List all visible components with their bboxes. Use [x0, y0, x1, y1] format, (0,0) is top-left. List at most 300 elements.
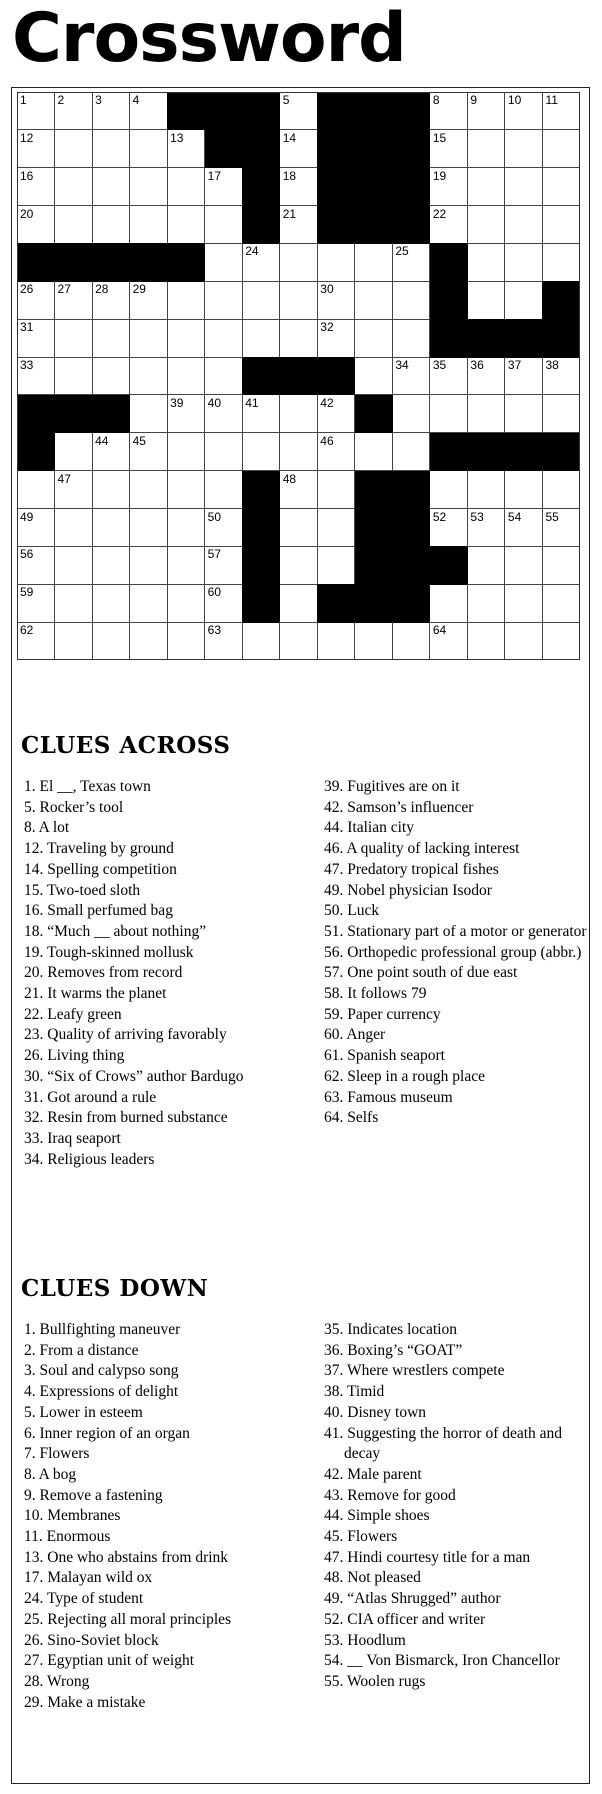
grid-cell[interactable] [17, 319, 55, 357]
clue-item: 47. Hindi courtesy title for a man [324, 1548, 531, 1566]
grid-cell[interactable] [505, 168, 543, 206]
grid-cell[interactable] [280, 509, 318, 547]
grid-cell[interactable] [430, 622, 468, 660]
black-square [355, 395, 393, 433]
black-square [242, 206, 280, 244]
clue-number: 63 [207, 623, 222, 638]
clue-item: 4. Expressions of delight [24, 1383, 179, 1401]
grid-cell[interactable] [542, 622, 580, 660]
grid-cell[interactable] [205, 584, 243, 622]
clue-item: 52. CIA officer and writer [324, 1610, 486, 1628]
grid-cell[interactable] [355, 622, 393, 660]
grid-cell[interactable] [430, 509, 468, 547]
grid-cell[interactable] [430, 584, 468, 622]
clue-item: 19. Tough-skinned mollusk [24, 943, 194, 961]
grid-cell[interactable] [167, 206, 205, 244]
clue-number: 30 [320, 282, 334, 297]
clue-item: 17. Malayan wild ox [24, 1569, 153, 1587]
grid-cell[interactable] [430, 92, 468, 130]
grid-cell[interactable] [505, 357, 543, 395]
grid-cell[interactable] [505, 395, 543, 433]
clue-number: 10 [507, 93, 522, 107]
grid-cell[interactable] [92, 509, 130, 547]
clue-number: 20 [20, 206, 34, 221]
black-square [467, 319, 505, 357]
grid-cell[interactable] [467, 168, 505, 206]
grid-cell[interactable] [467, 206, 505, 244]
clue-item: 40. Disney town [324, 1403, 427, 1421]
clue-number: 53 [470, 509, 484, 524]
clue-item: 44. Italian city [324, 819, 414, 837]
grid-cell[interactable] [467, 92, 505, 130]
grid-cell[interactable] [280, 433, 318, 471]
clue-number: 55 [545, 509, 559, 524]
grid-cell[interactable] [92, 92, 130, 130]
clue-item: 24. Type of student [24, 1590, 144, 1608]
grid-cell[interactable] [55, 471, 93, 509]
grid-cell[interactable] [92, 622, 130, 660]
grid-cell[interactable] [205, 509, 243, 547]
grid-cell[interactable] [505, 546, 543, 584]
grid-cell[interactable] [280, 168, 318, 206]
grid-cell[interactable] [92, 471, 130, 509]
grid-cell[interactable] [92, 546, 130, 584]
grid-cell[interactable] [542, 471, 580, 509]
clue-item: 62. Sleep in a rough place [324, 1067, 485, 1085]
grid-cell[interactable] [167, 168, 205, 206]
clue-number: 38 [545, 358, 559, 373]
clue-number: 45 [132, 433, 146, 448]
clue-item: 54. __ Von Bismarck, Iron Chancellor [324, 1652, 560, 1670]
grid-cell[interactable] [392, 433, 430, 471]
grid-cell[interactable] [430, 395, 468, 433]
grid-cell[interactable] [242, 319, 280, 357]
grid-cell[interactable] [430, 206, 468, 244]
grid-cell[interactable] [542, 243, 580, 281]
grid-cell[interactable] [55, 281, 93, 319]
clue-item: 29. Make a mistake [24, 1693, 146, 1711]
grid-cell[interactable] [17, 622, 55, 660]
grid-cell[interactable] [55, 319, 93, 357]
clue-number: 15 [432, 130, 447, 145]
clue-number: 49 [20, 509, 34, 524]
clue-number: 11 [545, 93, 558, 107]
black-square [430, 243, 468, 281]
grid-cell[interactable] [205, 168, 243, 206]
grid-cell[interactable] [55, 433, 93, 471]
grid-cell[interactable] [280, 130, 318, 168]
grid-cell[interactable] [55, 130, 93, 168]
grid-cell[interactable] [505, 622, 543, 660]
grid-cell[interactable] [280, 395, 318, 433]
black-square [355, 130, 393, 168]
grid-cell[interactable] [317, 319, 355, 357]
clue-number: 56 [20, 547, 34, 562]
grid-cell[interactable] [55, 546, 93, 584]
grid-cell[interactable] [130, 92, 168, 130]
clue-item: 61. Spanish seaport [324, 1047, 445, 1065]
clue-item: 35. Indicates location [324, 1321, 457, 1338]
clue-number: 50 [207, 509, 222, 524]
clue-item: 20. Removes from record [24, 964, 183, 982]
grid-cell[interactable] [505, 243, 543, 281]
grid-cell[interactable] [355, 357, 393, 395]
black-square [17, 433, 55, 471]
clue-number: 2 [57, 93, 65, 107]
grid-cell[interactable] [55, 584, 93, 622]
grid-cell[interactable] [430, 168, 468, 206]
grid-cell[interactable] [280, 92, 318, 130]
grid-cell[interactable] [467, 130, 505, 168]
grid-cell[interactable] [317, 471, 355, 509]
grid-cell[interactable] [130, 433, 168, 471]
black-square [430, 433, 468, 471]
grid-cell[interactable] [130, 584, 168, 622]
grid-cell[interactable] [392, 622, 430, 660]
grid-cell[interactable] [392, 395, 430, 433]
grid-cell[interactable] [467, 509, 505, 547]
clue-number: 1 [20, 93, 27, 107]
grid-cell[interactable] [130, 281, 168, 319]
clue-item: 42. Samson’s influencer [324, 798, 474, 816]
grid-cell[interactable] [167, 584, 205, 622]
black-square [542, 319, 580, 357]
clue-number: 54 [507, 509, 522, 524]
grid-cell[interactable] [205, 243, 243, 281]
grid-cell[interactable] [17, 509, 55, 547]
grid-cell[interactable] [505, 584, 543, 622]
clue-item: 56. Orthopedic professional group (abbr.) [324, 943, 582, 961]
grid-cell[interactable] [205, 622, 243, 660]
clue-number: 57 [207, 547, 222, 562]
grid-cell[interactable] [167, 622, 205, 660]
grid-cell[interactable] [167, 471, 205, 509]
clue-number: 26 [20, 282, 34, 297]
grid-cell[interactable] [92, 433, 130, 471]
clue-item: 59. Paper currency [324, 1005, 441, 1023]
grid-cell[interactable] [280, 546, 318, 584]
clue-item: 26. Sino-Soviet block [24, 1631, 159, 1649]
clue-item: 23. Quality of arriving favorably [24, 1026, 227, 1044]
grid-cell[interactable] [17, 92, 55, 130]
grid-cell[interactable] [17, 471, 55, 509]
grid-cell[interactable] [467, 395, 505, 433]
grid-cell[interactable] [92, 319, 130, 357]
grid-cell[interactable] [167, 281, 205, 319]
grid-cell[interactable] [167, 130, 205, 168]
grid-cell[interactable] [205, 395, 243, 433]
grid-cell[interactable] [280, 622, 318, 660]
black-square [317, 584, 355, 622]
clue-number: 32 [320, 320, 334, 335]
clue-number: 4 [132, 93, 140, 107]
grid-cell[interactable] [542, 546, 580, 584]
grid-cell[interactable] [467, 243, 505, 281]
black-square [92, 395, 130, 433]
grid-cell[interactable] [430, 471, 468, 509]
grid-cell[interactable] [205, 281, 243, 319]
grid-cell[interactable] [205, 471, 243, 509]
clue-item: 46. A quality of lacking interest [324, 840, 520, 858]
clue-number: 51 [357, 509, 372, 524]
black-square [242, 471, 280, 509]
clue-item: 25. Rejecting all moral principles [24, 1610, 232, 1628]
grid-cell[interactable] [355, 433, 393, 471]
clue-number: 33 [20, 358, 34, 373]
grid-cell[interactable] [55, 622, 93, 660]
grid-cell[interactable] [242, 433, 280, 471]
clue-number: 59 [20, 585, 34, 600]
grid-cell[interactable] [467, 281, 505, 319]
grid-cell[interactable] [92, 130, 130, 168]
grid-cell[interactable] [542, 130, 580, 168]
grid-cell[interactable] [317, 281, 355, 319]
grid-cell[interactable] [242, 622, 280, 660]
grid-cell[interactable] [205, 206, 243, 244]
black-square [167, 243, 205, 281]
grid-cell[interactable] [205, 546, 243, 584]
clue-number: 18 [282, 168, 297, 183]
grid-cell[interactable] [317, 395, 355, 433]
grid-cell[interactable] [17, 206, 55, 244]
grid-cell[interactable] [467, 546, 505, 584]
grid-cell[interactable] [280, 584, 318, 622]
grid-cell[interactable] [167, 319, 205, 357]
clue-item: 13. One who abstains from drink [24, 1548, 229, 1566]
clue-number: 47 [57, 471, 71, 486]
grid-cell[interactable] [242, 395, 280, 433]
clue-item: 32. Resin from burned substance [24, 1109, 228, 1127]
black-square [392, 546, 430, 584]
grid-cell[interactable] [130, 471, 168, 509]
grid-cell[interactable] [505, 281, 543, 319]
grid-cell[interactable] [55, 206, 93, 244]
clue-item: 33. Iraq seaport [24, 1129, 121, 1147]
clue-item: 31. Got around a rule [24, 1088, 157, 1106]
clue-item: 5. Rocker’s tool [24, 798, 124, 816]
grid-cell[interactable] [542, 395, 580, 433]
grid-cell[interactable] [542, 92, 580, 130]
grid-cell[interactable] [430, 357, 468, 395]
grid-cell[interactable] [542, 584, 580, 622]
clue-item: 55. Woolen rugs [324, 1672, 426, 1690]
grid-cell[interactable] [505, 471, 543, 509]
black-square [430, 319, 468, 357]
grid-cell[interactable] [55, 168, 93, 206]
grid-cell[interactable] [392, 319, 430, 357]
clue-item: 11. Enormous [24, 1528, 111, 1546]
grid-cell[interactable] [17, 357, 55, 395]
black-square [355, 546, 393, 584]
clue-item: 12. Traveling by ground [24, 840, 174, 858]
black-square [205, 92, 243, 130]
grid-cell[interactable] [505, 92, 543, 130]
grid-cell[interactable] [467, 622, 505, 660]
grid-cell[interactable] [355, 319, 393, 357]
grid-cell[interactable] [505, 206, 543, 244]
clue-number: 28 [95, 282, 109, 297]
clue-item: 51. Stationary part of a motor or generator [324, 922, 587, 940]
grid-cell[interactable] [130, 206, 168, 244]
clue-number: 46 [320, 433, 334, 448]
clue-item: 48. Not pleased [324, 1569, 421, 1587]
grid-cell[interactable] [505, 509, 543, 547]
clue-item: 6. Inner region of an organ [24, 1424, 190, 1442]
clue-number: 52 [432, 509, 447, 524]
grid-cell[interactable] [392, 243, 430, 281]
grid-cell[interactable] [92, 584, 130, 622]
grid-cell[interactable] [280, 319, 318, 357]
grid-cell[interactable] [392, 357, 430, 395]
black-square [392, 130, 430, 168]
black-square [355, 509, 393, 547]
black-square [205, 130, 243, 168]
grid-cell[interactable] [467, 357, 505, 395]
grid-cell[interactable] [392, 281, 430, 319]
grid-cell[interactable] [130, 130, 168, 168]
grid-cell[interactable] [130, 546, 168, 584]
clue-number: 7 [357, 93, 365, 107]
clue-item: 45. Flowers [324, 1528, 398, 1546]
grid-cell[interactable] [92, 357, 130, 395]
grid-cell[interactable] [55, 357, 93, 395]
black-square [355, 584, 393, 622]
grid-cell[interactable] [542, 509, 580, 547]
black-square [242, 92, 280, 130]
clue-item: 49. Nobel physician Isodor [324, 881, 492, 899]
black-square [317, 130, 355, 168]
grid-cell[interactable] [467, 471, 505, 509]
clue-number: 42 [320, 395, 334, 410]
grid-cell[interactable] [17, 584, 55, 622]
clue-number: 13 [170, 130, 184, 145]
grid-cell[interactable] [205, 319, 243, 357]
grid-cell[interactable] [355, 281, 393, 319]
black-square [392, 168, 430, 206]
grid-cell[interactable] [280, 206, 318, 244]
grid-cell[interactable] [92, 206, 130, 244]
clue-number: 21 [282, 206, 297, 221]
clue-number: 58 [357, 547, 372, 562]
clue-item: 5. Lower in esteem [24, 1403, 143, 1421]
black-square [355, 471, 393, 509]
black-square [355, 92, 393, 130]
black-square [242, 546, 280, 584]
grid-cell[interactable] [17, 546, 55, 584]
black-square [242, 509, 280, 547]
grid-cell[interactable] [280, 471, 318, 509]
grid-cell[interactable] [130, 319, 168, 357]
black-square [392, 92, 430, 130]
clue-number: 64 [432, 623, 447, 638]
clue-item: 36. Boxing’s “GOAT” [324, 1341, 463, 1359]
down-clues-column-2 [318, 1320, 598, 1693]
clue-item: 30. “Six of Crows” author Bardugo [24, 1067, 244, 1085]
clue-item: 26. Living thing [24, 1047, 125, 1065]
grid-cell[interactable] [317, 243, 355, 281]
black-square [467, 433, 505, 471]
grid-cell[interactable] [17, 130, 55, 168]
clue-number: 48 [282, 471, 297, 486]
clue-item: 43. Remove for good [324, 1486, 456, 1504]
clue-item: 8. A bog [24, 1465, 77, 1483]
grid-cell[interactable] [55, 509, 93, 547]
clue-item: 60. Anger [324, 1026, 386, 1044]
grid-cell[interactable] [242, 281, 280, 319]
grid-cell[interactable] [542, 357, 580, 395]
grid-cell[interactable] [167, 357, 205, 395]
clue-item: 63. Famous museum [324, 1088, 453, 1106]
grid-cell[interactable] [130, 509, 168, 547]
clue-item: 37. Where wrestlers compete [324, 1362, 505, 1380]
grid-cell[interactable] [167, 546, 205, 584]
grid-cell[interactable] [130, 622, 168, 660]
clue-number: 39 [170, 395, 184, 410]
grid-cell[interactable] [130, 395, 168, 433]
black-square [317, 168, 355, 206]
grid-cell[interactable] [205, 433, 243, 471]
clue-item: 27. Egyptian unit of weight [24, 1652, 195, 1670]
clue-item: 49. “Atlas Shrugged” author [324, 1590, 501, 1608]
grid-cell[interactable] [205, 357, 243, 395]
grid-cell[interactable] [17, 168, 55, 206]
grid-cell[interactable] [542, 206, 580, 244]
grid-cell[interactable] [317, 509, 355, 547]
clue-number: 44 [95, 433, 109, 448]
clue-number: 27 [57, 282, 71, 297]
black-square [242, 130, 280, 168]
grid-cell[interactable] [92, 281, 130, 319]
black-square [430, 546, 468, 584]
grid-cell[interactable] [542, 168, 580, 206]
grid-cell[interactable] [167, 395, 205, 433]
grid-cell[interactable] [317, 622, 355, 660]
grid-cell[interactable] [242, 243, 280, 281]
clue-number: 23 [170, 244, 184, 259]
black-square [392, 206, 430, 244]
grid-cell[interactable] [430, 130, 468, 168]
grid-cell[interactable] [355, 243, 393, 281]
grid-cell[interactable] [55, 92, 93, 130]
grid-cell[interactable] [130, 168, 168, 206]
grid-cell[interactable] [317, 433, 355, 471]
clue-number: 36 [470, 358, 484, 373]
clue-item: 28. Wrong [24, 1672, 90, 1690]
clue-number: 9 [470, 93, 478, 107]
down-heading: CLUES DOWN [21, 1275, 209, 1302]
clue-item: 53. Hoodlum [324, 1631, 406, 1649]
grid-cell[interactable] [505, 130, 543, 168]
grid-cell[interactable] [92, 168, 130, 206]
grid-cell[interactable] [467, 584, 505, 622]
black-square [55, 243, 93, 281]
grid-cell[interactable] [280, 281, 318, 319]
grid-cell[interactable] [167, 509, 205, 547]
clue-item: 50. Luck [324, 902, 380, 920]
clue-item: 34. Religious leaders [24, 1150, 155, 1168]
clue-item: 15. Two-toed sloth [24, 881, 141, 899]
grid-cell[interactable] [280, 243, 318, 281]
grid-cell[interactable] [130, 357, 168, 395]
grid-cell[interactable] [17, 281, 55, 319]
page-title: Crossword [12, 0, 406, 78]
clue-number: 60 [207, 585, 222, 600]
grid-cell[interactable] [167, 433, 205, 471]
grid-cell[interactable] [317, 546, 355, 584]
black-square [542, 433, 580, 471]
clue-item: 3. Soul and calypso song [24, 1362, 179, 1380]
clue-number: 5 [282, 93, 290, 107]
